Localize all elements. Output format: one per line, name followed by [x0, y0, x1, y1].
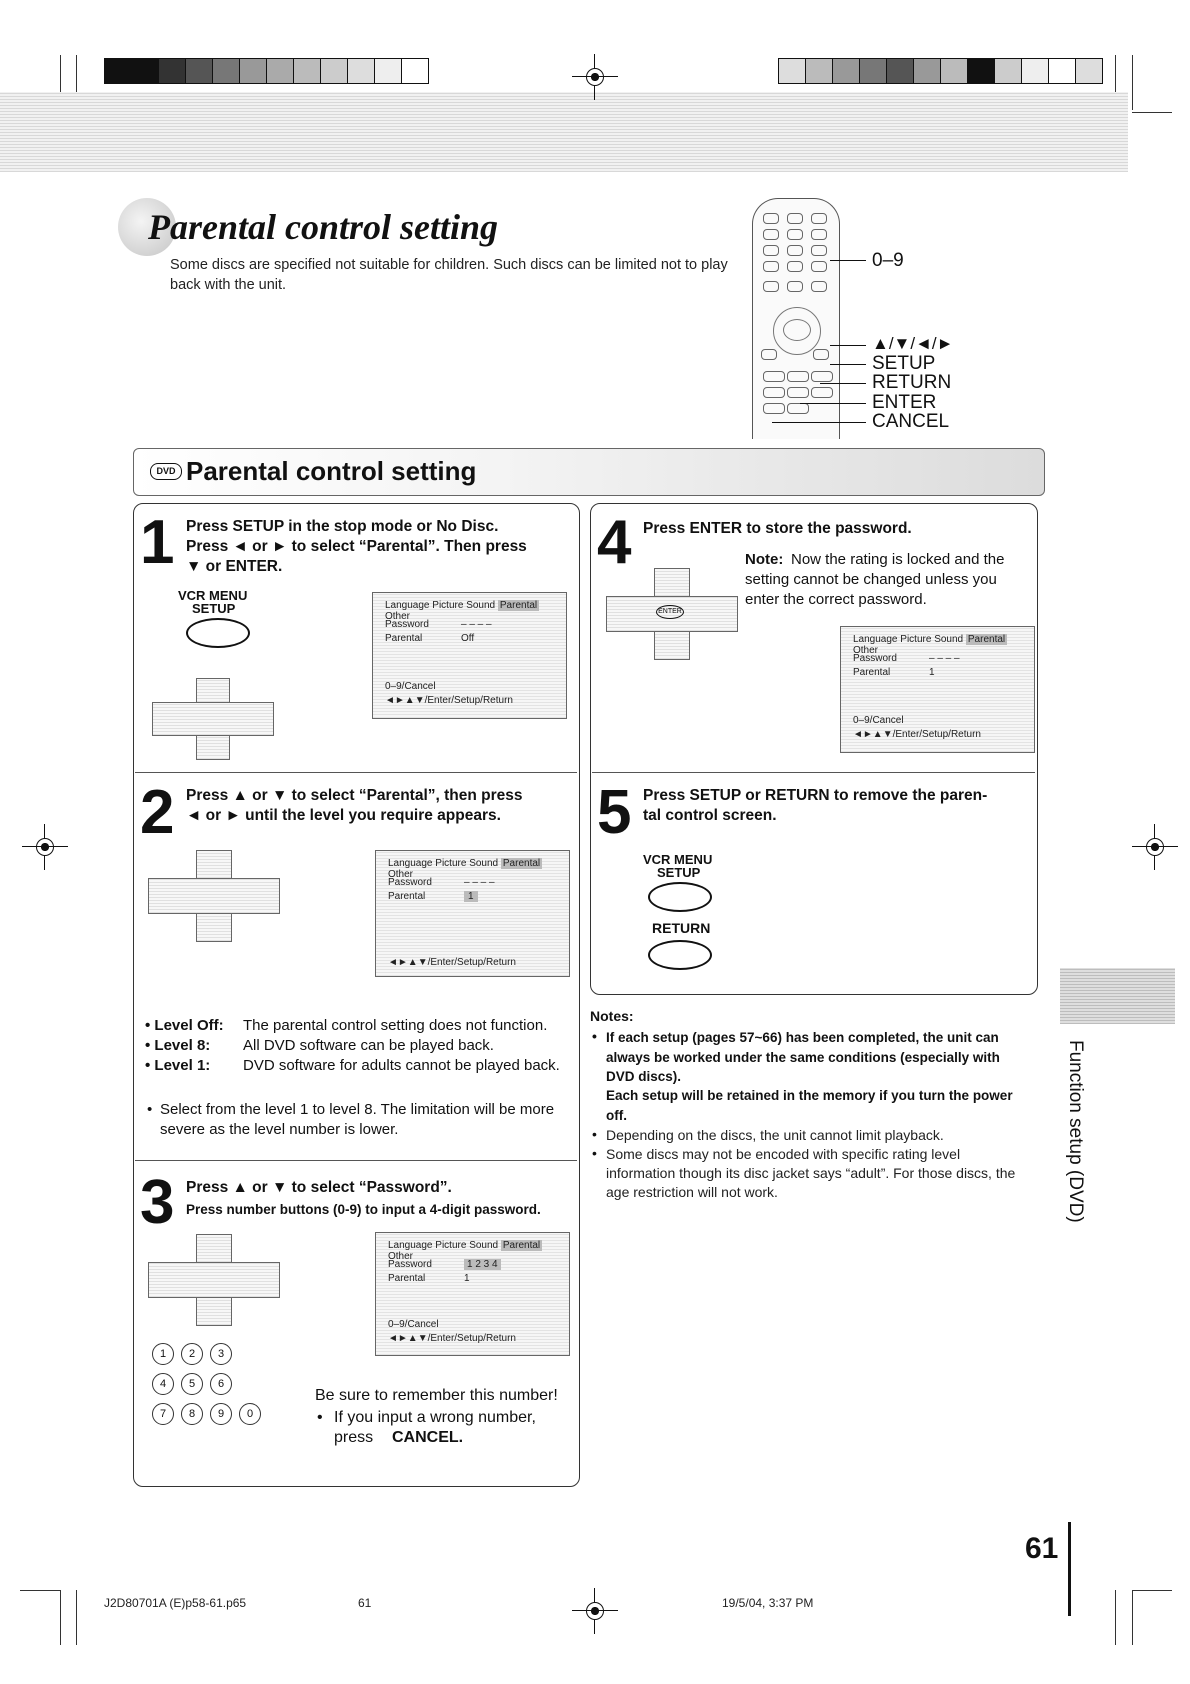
osd-tab: Language [853, 634, 898, 645]
osd-password-label: Password [853, 653, 897, 664]
bullet-dot: • [592, 1145, 597, 1161]
level-off-label: • Level Off: [145, 1017, 224, 1034]
osd-password-value: 1 2 3 4 [464, 1259, 501, 1270]
step1-line1: Press SETUP in the stop mode or No Disc. [186, 518, 499, 535]
dpad-icon [152, 678, 272, 758]
color-scale-left [104, 58, 429, 84]
osd-tab: Picture [900, 634, 932, 645]
osd-tab: Sound [934, 634, 964, 645]
osd-footer-cancel: 0–9/Cancel [385, 681, 436, 692]
notes-bold-1: If each setup (pages 57~66) has been completed, the unit can always be worked under the same conditions (especially with DVD discs). [606, 1030, 1000, 1084]
osd-tab: Other [853, 645, 879, 656]
notes-item-2: Depending on the discs, the unit cannot limit playback. [606, 1127, 944, 1143]
remember-text: Be sure to remember this number! [315, 1387, 558, 1404]
digit-key-icon: 8 [181, 1403, 203, 1425]
page-title: Parental control setting [148, 207, 499, 247]
remote-label-cancel: CANCEL [872, 411, 950, 432]
step-number: 4 [597, 508, 632, 577]
digit-key-icon: 3 [210, 1343, 232, 1365]
osd-footer-nav: ◄►▲▼/Enter/Setup/Return [853, 729, 981, 740]
level-off-text: The parental control setting does not function. [243, 1017, 548, 1034]
osd-tab: Sound [466, 600, 496, 611]
osd-footer-nav: ◄►▲▼/Enter/Setup/Return [388, 957, 516, 968]
dpad-icon [148, 850, 278, 940]
header-band [0, 92, 1128, 172]
osd-tab-selected: Parental [967, 634, 1006, 645]
vcr-menu-label: VCR MENU [178, 588, 248, 603]
side-tab-label: Function setup (DVD) [1065, 1040, 1086, 1223]
callout-line [820, 383, 866, 384]
step-number: 3 [140, 1168, 175, 1237]
osd-tab: Other [385, 611, 411, 622]
osd-tab: Sound [469, 1240, 499, 1251]
crop-mark [1132, 1590, 1172, 1591]
callout-line [830, 364, 866, 365]
crop-mark [1132, 1590, 1133, 1645]
digit-key-icon: 0 [239, 1403, 261, 1425]
osd-footer-nav: ◄►▲▼/Enter/Setup/Return [385, 695, 513, 706]
step5-line1: Press SETUP or RETURN to remove the paren- [643, 787, 988, 804]
callout-line [800, 403, 866, 404]
osd-tab: Sound [469, 858, 499, 869]
digit-key-icon: 6 [210, 1373, 232, 1395]
setup-button-icon [648, 882, 712, 912]
dpad-icon [148, 1234, 278, 1324]
crop-mark [1132, 112, 1172, 113]
level-note: Select from the level 1 to level 8. The limitation will be more severe as the level number is lower. [160, 1101, 555, 1138]
registration-mark-icon [30, 832, 60, 862]
level-1-label: • Level 1: [145, 1057, 211, 1074]
notes-bold-2: Each setup will be retained in the memory if you turn the power off. [606, 1088, 1013, 1123]
osd-screen [372, 592, 567, 719]
footer-page: 61 [358, 1596, 372, 1610]
return-label: RETURN [652, 920, 711, 936]
osd-tab-selected: Parental [502, 858, 541, 869]
digit-key-icon: 2 [181, 1343, 203, 1365]
osd-tab-selected: Parental [502, 1240, 541, 1251]
osd-tab-selected: Parental [499, 600, 538, 611]
step1-line3: ▼ or ENTER. [186, 558, 283, 575]
level-8-text: All DVD software can be played back. [243, 1037, 494, 1054]
remote-label-arrows: ▲/▼/◄/► [872, 334, 954, 353]
step1-line2: Press ◄ or ► to select “Parental”. Then press [186, 538, 527, 555]
step3-line1: Press ▲ or ▼ to select “Password”. [186, 1179, 452, 1196]
enter-button-icon: ENTER [656, 605, 684, 619]
osd-tab: Language [388, 858, 433, 869]
setup-label: SETUP [657, 865, 701, 880]
osd-password-label: Password [388, 1259, 432, 1270]
step-divider [592, 772, 1035, 773]
osd-parental-value: Off [461, 633, 475, 644]
osd-screen [375, 850, 570, 977]
remote-label-return: RETURN [872, 372, 952, 393]
osd-footer-cancel: 0–9/Cancel [853, 715, 904, 726]
remote-label-enter: ENTER [872, 392, 937, 413]
notes-heading: Notes: [590, 1008, 634, 1024]
bullet-dot: • [317, 1409, 323, 1426]
section-title: Parental control setting [186, 456, 477, 486]
intro-text: Some discs are specified not suitable for children. Such discs can be limited not to play back with the unit. [170, 257, 728, 293]
callout-line [772, 422, 866, 423]
remote-label-digits: 0–9 [872, 250, 904, 271]
registration-mark-icon [580, 62, 610, 92]
osd-footer-cancel: 0–9/Cancel [388, 1319, 439, 1330]
step4-note: Now the rating is locked and the setting cannot be changed unless you enter the correct password. [745, 551, 1005, 608]
osd-password-value: – – – – [464, 877, 495, 888]
crop-mark [1132, 55, 1133, 110]
digit-key-icon: 1 [152, 1343, 174, 1365]
level-8-label: • Level 8: [145, 1037, 211, 1054]
notes-item-3: Some discs may not be encoded with specific rating level information though its disc jacket says “adult”. For those discs, the age restriction will not work. [606, 1146, 1016, 1200]
osd-tab: Language [388, 1240, 433, 1251]
digit-key-icon: 5 [181, 1373, 203, 1395]
osd-parental-value: 1 [929, 667, 935, 678]
osd-parental-value: 1 [464, 1273, 470, 1284]
step4-note-label: Note: [745, 551, 784, 568]
page-number-rule [1068, 1522, 1071, 1616]
digit-key-icon: 9 [210, 1403, 232, 1425]
setup-button-icon [186, 618, 250, 648]
bullet-dot: • [147, 1101, 153, 1118]
crop-mark [1115, 1590, 1116, 1645]
osd-tab: Language [385, 600, 430, 611]
callout-line [830, 260, 866, 261]
step-divider [135, 772, 577, 773]
footer-date: 19/5/04, 3:37 PM [722, 1596, 814, 1610]
digit-key-icon: 4 [152, 1373, 174, 1395]
page-number: 61 [1025, 1532, 1059, 1565]
osd-footer-nav: ◄►▲▼/Enter/Setup/Return [388, 1333, 516, 1344]
step-number: 1 [140, 508, 175, 577]
osd-parental-label: Parental [388, 891, 426, 902]
step2-line2: ◄ or ► until the level you require appears. [186, 807, 501, 824]
step2-line1: Press ▲ or ▼ to select “Parental”, then press [186, 787, 523, 804]
osd-tab: Picture [432, 600, 464, 611]
registration-mark-icon [1140, 832, 1170, 862]
bullet-dot: • [592, 1028, 597, 1044]
osd-tab: Other [388, 869, 414, 880]
cancel-key-text: CANCEL. [392, 1429, 464, 1446]
osd-parental-label: Parental [388, 1273, 426, 1284]
osd-password-label: Password [385, 619, 429, 630]
osd-tab: Picture [435, 1240, 467, 1251]
bullet-dot: • [592, 1126, 597, 1142]
digit-key-icon: 7 [152, 1403, 174, 1425]
step-divider [135, 1160, 577, 1161]
wrong-number-text: If you input a wrong number, press [334, 1409, 536, 1446]
dpad-icon [606, 568, 736, 658]
osd-parental-label: Parental [853, 667, 891, 678]
crop-mark [60, 1590, 61, 1645]
osd-screen [375, 1232, 570, 1356]
osd-screen [840, 626, 1035, 753]
osd-password-value: – – – – [929, 653, 960, 664]
level-1-text: DVD software for adults cannot be played back. [243, 1057, 560, 1074]
crop-mark [20, 1590, 60, 1591]
callout-line [830, 345, 866, 346]
crop-mark [76, 1590, 77, 1645]
step3-line2: Press number buttons (0-9) to input a 4-digit password. [186, 1202, 541, 1217]
step4-line1: Press ENTER to store the password. [643, 520, 912, 537]
number-keypad-icon [152, 1338, 272, 1428]
return-button-icon [648, 940, 712, 970]
registration-mark-icon [580, 1596, 610, 1626]
osd-tab: Other [388, 1251, 414, 1262]
osd-parental-label: Parental [385, 633, 423, 644]
dvd-badge-icon: DVD [150, 463, 182, 480]
setup-label: SETUP [192, 601, 236, 616]
osd-password-label: Password [388, 877, 432, 888]
step5-line2: tal control screen. [643, 807, 777, 824]
remote-label-setup: SETUP [872, 353, 936, 374]
step-number: 5 [597, 778, 632, 847]
osd-tab: Picture [435, 858, 467, 869]
side-tab-marker [1060, 968, 1175, 1024]
osd-password-value: – – – – [461, 619, 492, 630]
step-number: 2 [140, 778, 175, 847]
vcr-menu-label: VCR MENU [643, 852, 713, 867]
color-scale-right [778, 58, 1103, 84]
footer-file: J2D80701A (E)p58-61.p65 [104, 1596, 247, 1610]
osd-parental-value: 1 [464, 891, 478, 902]
